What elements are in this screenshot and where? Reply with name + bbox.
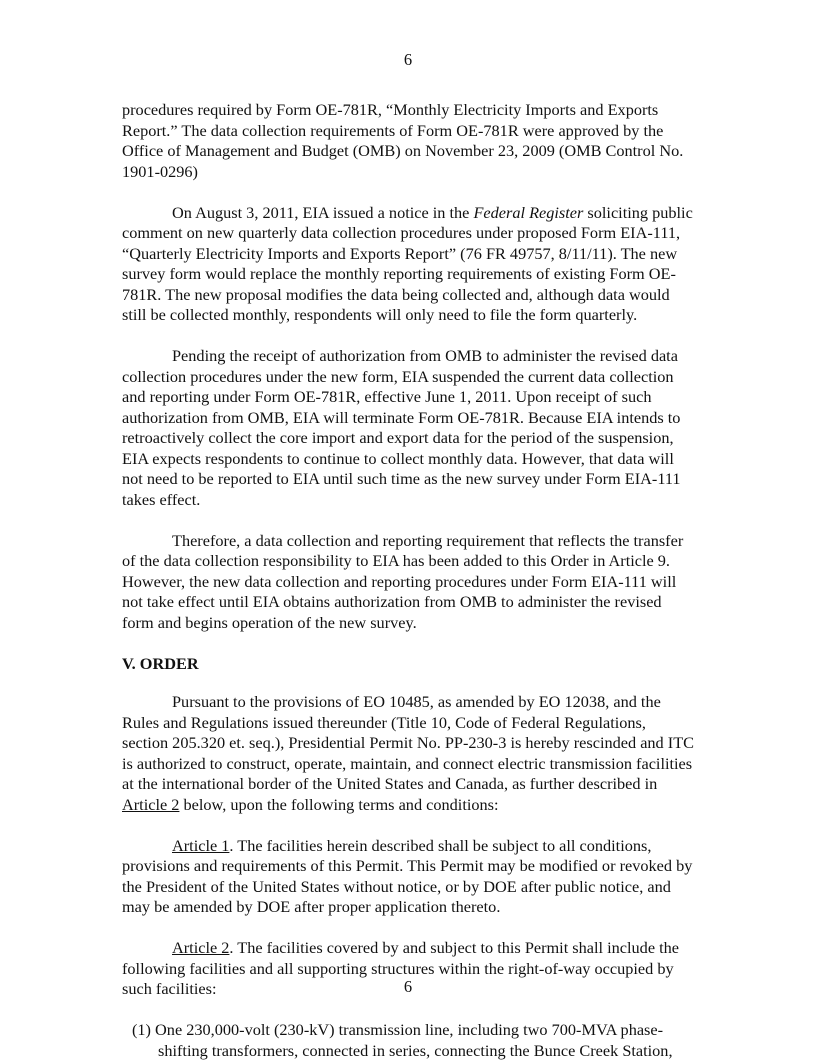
paragraph-text: Pursuant to the provisions of EO 10485, as amended by EO 12038, and the Rules and Regulations issued thereunder (Title 10, Code of Federal Regulations, section 205.320 et. seq.), Presidential Permit No. PP-230-3 is hereby rescinded and ITC is authorized to construct, operate, maintain, and connect electric transmission facilities at the international border of the United States and Canada, as further described in xyxy=(122,692,694,793)
paragraph-text: . The facilities herein described shall be subject to all conditions, provisions and requirements of this Permit. This Permit may be modified or revoked by the President of the United States without notice, or by DOE after public notice, and may be amended by DOE after proper application thereto. xyxy=(122,835,693,916)
paragraph-federal-register-notice xyxy=(122,203,695,326)
paragraph-oe781r: procedures required by Form OE-781R, “Monthly Electricity Imports and Exports Report.” The data collection requirements of Form OE-781R were approved by the Office of Management and Budget (OMB) on November 23, 2009 (OMB Control No. 1901-0296) xyxy=(122,100,684,181)
paragraph-text: . The facilities covered by and subject to this Permit shall include the following facilities and all supporting structures within the right-of-way occupied by such facilities: xyxy=(122,938,680,998)
paragraph-text: soliciting public comment on new quarterly data collection procedures under proposed Form EIA-111, “Quarterly Electricity Imports and Exports Report” (76 FR 49757, 8/11/11). The new survey form would replace the monthly reporting requirements of existing Form OE-781R. The new proposal modifies the data being collected and, although data would still be collected monthly, respondents will only need to file the form quarterly. xyxy=(122,202,693,324)
paragraph-therefore: Therefore, a data collection and reporting requirement that reflects the transfer of the data collection responsibility to EIA has been added to this Order in Article 9. However, the new data collection and reporting procedures under Form EIA-111 will not take effect until EIA obtains authorization from OMB to administer the revised form and begins operation of the new survey. xyxy=(122,530,684,632)
section-heading-order: V. ORDER xyxy=(122,653,199,673)
page-number-bottom: 6 xyxy=(403,977,413,996)
page-number-top: 6 xyxy=(403,50,413,69)
article-2-reference: Article 2 xyxy=(122,794,180,814)
article-1-label: Article 1 xyxy=(172,835,230,855)
paragraph-text: below, upon the following terms and conditions: xyxy=(179,794,499,814)
paragraph-pending-authorization: Pending the receipt of authorization from OMB to administer the revised data collection procedures under the new form, EIA suspended the current data collection and reporting under Form OE-781R, effective June 1, 2011. Upon receipt of such authorization from OMB, EIA will terminate Form OE-781R. Because EIA intends to retroactively collect the core import and export data for the period of the suspension, EIA expects respondents to continue to collect monthly data. However, that data will not need to be reported to EIA until such time as the new survey under Form EIA-111 takes effect. xyxy=(122,346,681,509)
page-content xyxy=(122,100,695,1061)
paragraph-text: On August 3, 2011, EIA issued a notice in the xyxy=(172,202,474,222)
paragraph-article-1 xyxy=(122,836,695,918)
federal-register-italic: Federal Register xyxy=(473,202,584,222)
paragraph-pursuant xyxy=(122,692,695,815)
list-item-facility-1: (1) One 230,000-volt (230-kV) transmission line, including two 700-MVA phase-shifting transformers, connected in series, connecting the Bunce Creek Station, xyxy=(132,1020,673,1060)
article-2-label: Article 2 xyxy=(172,938,230,957)
